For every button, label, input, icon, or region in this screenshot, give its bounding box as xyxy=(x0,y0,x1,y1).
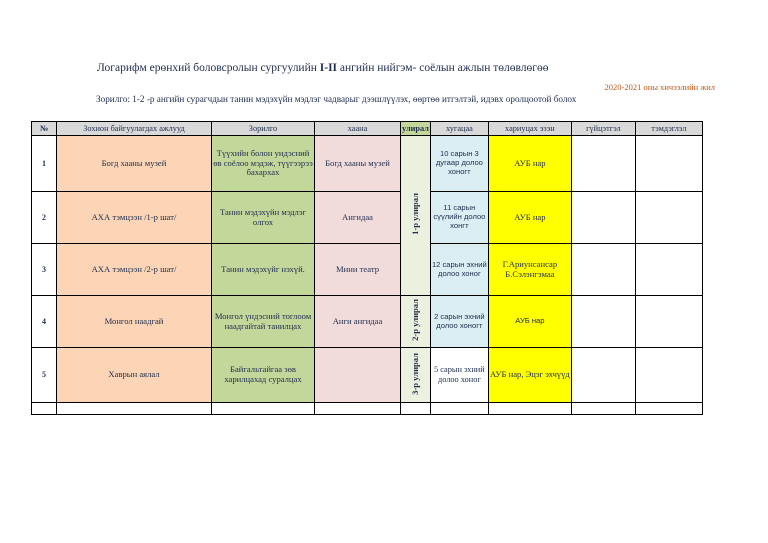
owner-cell: АУБ нар xyxy=(488,136,571,192)
notes-cell xyxy=(635,296,702,348)
empty-cell xyxy=(571,403,635,415)
empty-cell xyxy=(315,403,401,415)
goal-cell: Танин мэдэхүйг нэхүй. xyxy=(212,244,315,296)
row-number: 4 xyxy=(32,296,57,348)
header-activity: Зохион байгуулагдах ажлууд xyxy=(57,122,212,136)
empty-cell xyxy=(401,403,431,415)
performance-cell xyxy=(571,244,635,296)
time-cell: 5 сарын эхний долоо хоног xyxy=(430,348,488,403)
activity-cell: Хаврын аялал xyxy=(57,348,212,403)
notes-cell xyxy=(635,348,702,403)
activity-cell: Богд хааны музей xyxy=(57,136,212,192)
time-cell: 2 сарын эхний долоо хоногт xyxy=(430,296,488,348)
time-cell: 10 сарын 3 дугаар долоо хоногт xyxy=(430,136,488,192)
empty-cell xyxy=(57,403,212,415)
goal-cell: Монгол үндэсний тоглоом наадгайтай танилцах xyxy=(212,296,315,348)
plan-goal: Зорилго: 1-2 -р ангийн сурагчдын танин мэдэхүйн мэдлэг чадварыг дээшлүүлэх, өөртөө итгэлтэй, идэвх оролцоотой болох xyxy=(96,94,577,104)
season-label: 1-р улирал xyxy=(409,193,420,236)
notes-cell xyxy=(635,192,702,244)
empty-cell xyxy=(212,403,315,415)
row-number: 1 xyxy=(32,136,57,192)
header-time: хугацаа xyxy=(430,122,488,136)
season-label: 2-р улирал xyxy=(409,299,420,342)
table-row xyxy=(32,244,703,296)
where-cell: Мини театр xyxy=(315,244,401,296)
header-performance: гүйцэтгэл xyxy=(571,122,635,136)
empty-cell xyxy=(430,403,488,415)
title-grades: I-II xyxy=(319,62,338,74)
empty-row xyxy=(32,403,703,415)
activity-cell: Монгол наадгай xyxy=(57,296,212,348)
activity-cell: АХА тэмцээн /1-р шат/ xyxy=(57,192,212,244)
table-row xyxy=(32,296,703,348)
season-cell xyxy=(401,348,431,403)
header-number: № xyxy=(32,122,57,136)
performance-cell xyxy=(571,192,635,244)
empty-cell xyxy=(32,403,57,415)
performance-cell xyxy=(571,348,635,403)
performance-cell xyxy=(571,296,635,348)
time-cell: 11 сарын сүүлийн долоо хонгт xyxy=(430,192,488,244)
activity-cell: АХА тэмцээн /2-р шат/ xyxy=(57,244,212,296)
row-number: 5 xyxy=(32,348,57,403)
header-where: хаана xyxy=(315,122,401,136)
owner-cell: АУБ нар, Эцэг эхчүүд xyxy=(488,348,571,403)
document-title xyxy=(97,62,548,74)
school-year: 2020-2021 оны хичээлийн жил xyxy=(604,82,715,92)
time-cell: 12 сарын эхний долоо хоног xyxy=(430,244,488,296)
owner-cell: АУБ нар xyxy=(488,296,571,348)
goal-cell: Байгальтайгаа зөв харилцахад суралцах xyxy=(212,348,315,403)
header-row xyxy=(32,122,703,136)
table-row xyxy=(32,192,703,244)
goal-cell: Түүхийн болон уидэсний өв соёлоо мэдэж, түүгээрээ бахархах xyxy=(212,136,315,192)
table-row xyxy=(32,136,703,192)
notes-cell xyxy=(635,244,702,296)
where-cell: Ангидаа xyxy=(315,192,401,244)
row-number: 2 xyxy=(32,192,57,244)
table-row xyxy=(32,348,703,403)
season-cell xyxy=(401,296,431,348)
where-cell xyxy=(315,348,401,403)
empty-cell xyxy=(635,403,702,415)
row-number: 3 xyxy=(32,244,57,296)
header-season: улирал xyxy=(401,122,431,136)
goal-cell: Танин мэдэхүйн мэдлэг олгох xyxy=(212,192,315,244)
notes-cell xyxy=(635,136,702,192)
owner-cell: АУБ нар xyxy=(488,192,571,244)
header-goal: Зорилго xyxy=(212,122,315,136)
empty-cell xyxy=(488,403,571,415)
title-prefix: Логарифм ерөнхий боловсролын сургуулийн xyxy=(97,62,320,74)
owner-cell: Г.Ариунсансар Б.Сэлэнгэмаа xyxy=(488,244,571,296)
header-owner: хариуцах эзэн xyxy=(488,122,571,136)
where-cell: Богд хааны музей xyxy=(315,136,401,192)
activity-plan-table xyxy=(31,121,703,415)
title-suffix: ангийн нийгэм- соёлын ажлын төлөвлөгөө xyxy=(337,62,549,74)
performance-cell xyxy=(571,136,635,192)
where-cell: Анги ангидаа xyxy=(315,296,401,348)
season-cell xyxy=(401,136,431,296)
season-label: 3-р улирал xyxy=(409,352,420,395)
header-notes: тэмдэглэл xyxy=(635,122,702,136)
